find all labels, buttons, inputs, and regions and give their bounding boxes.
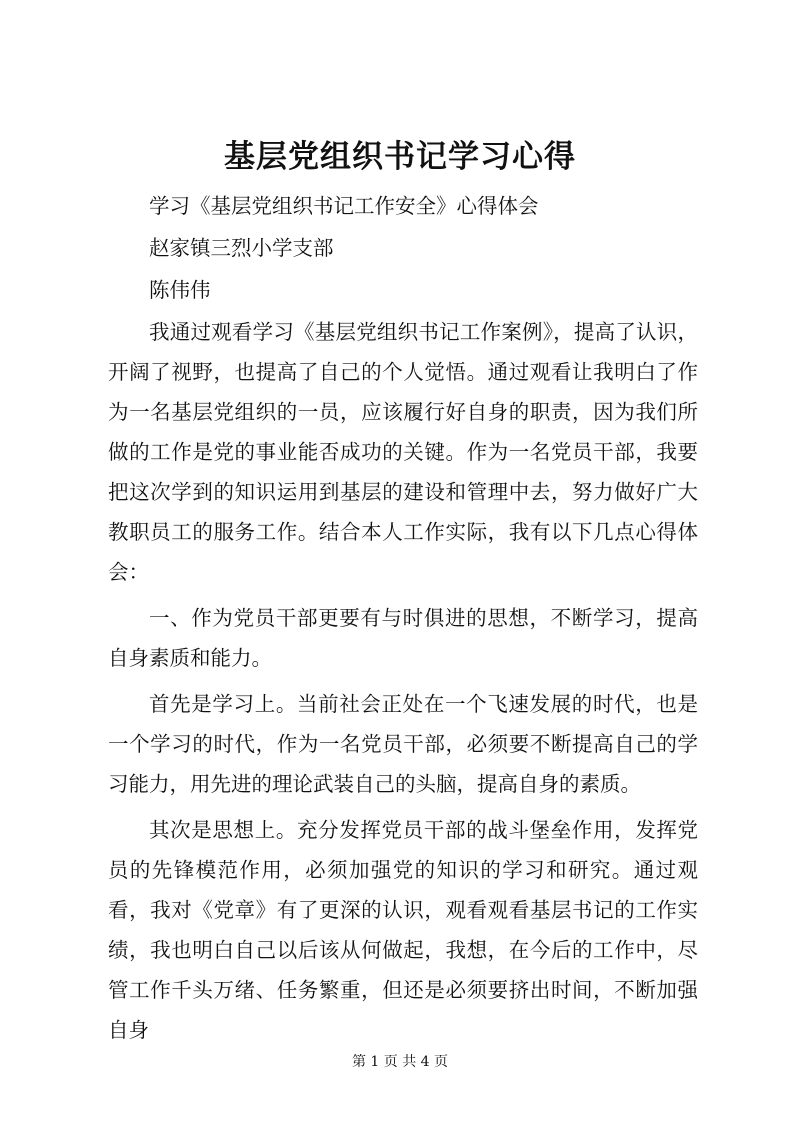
subtitle-paragraph: 学习《基层党组织书记工作安全》心得体会 — [149, 194, 539, 218]
body-paragraph: 首先是学习上。当前社会正处在一个飞速发展的时代，也是一个学习的时代，作为一名党员干部，必须要不断提高自己的学习能力，用先进的理论武装自己的头脑，提高自身的素质。 — [108, 692, 698, 796]
body-paragraph: 其次是思想上。充分发挥党员干部的战斗堡垒作用，发挥党员的先锋模范作用，必须加强党的知识的学习和研究。通过观看，我对《党章》有了更深的认识，观看观看基层书记的工作实绩，我也明白自己以后该从何做起，我想，在今后的工作中，尽管工作千头万绪、任务繁重，但还是必须要挤出时间，不断加强自身 — [108, 818, 698, 1042]
body-paragraph: 一、作为党员干部更要有与时俱进的思想，不断学习，提高自身素质和能力。 — [108, 606, 698, 670]
body-paragraph: 我通过观看学习《基层党组织书记工作案例》，提高了认识，开阔了视野，也提高了自己的个人觉悟。通过观看让我明白了作为一名基层党组织的一员，应该履行好自身的职责，因为我们所做的工作是党的事业能否成功的关键。作为一名党员干部，我要把这次学到的知识运用到基层的建设和管理中去，努力做好广大教职员工的服务工作。结合本人工作实际，我有以下几点心得体会： — [108, 320, 698, 584]
page-number-footer: 第 1 页 共 4 页 — [351, 1054, 449, 1070]
document-title: 基层党组织书记学习心得 — [224, 139, 576, 175]
document-body — [108, 186, 698, 1050]
author-paragraph: 陈伟伟 — [149, 278, 211, 302]
organization-paragraph: 赵家镇三烈小学支部 — [149, 236, 334, 260]
